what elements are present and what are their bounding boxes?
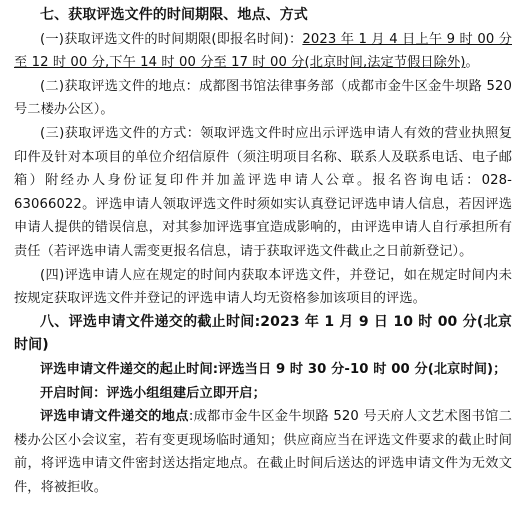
item-1-time-range: 2023 年 1 月 4 日上午 9 时 00 分至 12 时 00 分,下午 14 时 00 分至 17 时 00 分(北京时间,法定节假日除外) bbox=[14, 31, 512, 71]
section-7-item-1 bbox=[14, 28, 512, 75]
section-7-heading: 七、获取评选文件的时间期限、地点、方式 bbox=[40, 7, 308, 23]
submission-location-text: :成都市金牛区金牛坝路 520 号天府人文艺术图书馆二楼办公区小会议室，若有变更现场临时通知；供应商应当在评选文件要求的截止时间前，将评选申请文件密封送达指定地点。在截止时间后送达的评选申请文件为无效文件，将被拒收。 bbox=[14, 409, 512, 495]
submission-location-label: 评选申请文件递交的地点 bbox=[40, 409, 189, 425]
section-7-item-4: (四)评选申请人应在规定的时间内获取本评选文件，并登记，如在规定时间内未按规定获取评选文件并登记的评选申请人均无资格参加该项目的评选。 bbox=[14, 267, 512, 307]
item-1-label: (一)获取评选文件的时间期限(即报名时间)： bbox=[40, 31, 303, 47]
section-7-item-2: (二)获取评选文件的地点：成都图书馆法律事务部（成都市金牛区金牛坝路 520 号二楼办公区）。 bbox=[14, 78, 512, 118]
item-1-end: 。 bbox=[465, 55, 479, 71]
submission-location bbox=[14, 405, 512, 499]
submission-window: 评选申请文件递交的起止时间:评选当日 9 时 30 分-10 时 00 分(北京时间)； bbox=[40, 361, 507, 377]
section-7-item-3: (三)获取评选文件的方式：领取评选文件时应出示评选申请人有效的营业执照复印件及针对本项目的单位介绍信原件（须注明项目名称、联系人及联系电话、电子邮箱）附经办人身份证复印件并加盖评选申请人公章。报名咨询电话：028-63066022。评选申请人领取评选文件时须如实认真登记评选申请人信息，若因评选申请人提供的错误信息，对其参加评选事宜造成影响的，由评选申请人自行承担所有责任（若评选申请人需变更报名信息，请于获取评选文件截止之日前新登记）。 bbox=[14, 125, 512, 259]
section-8-heading: 八、评选申请文件递交的截止时间:2023 年 1 月 9 日 10 时 00 分(北京时间) bbox=[14, 313, 512, 354]
opening-time: 开启时间：评选小组组建后立即开启； bbox=[40, 385, 266, 401]
